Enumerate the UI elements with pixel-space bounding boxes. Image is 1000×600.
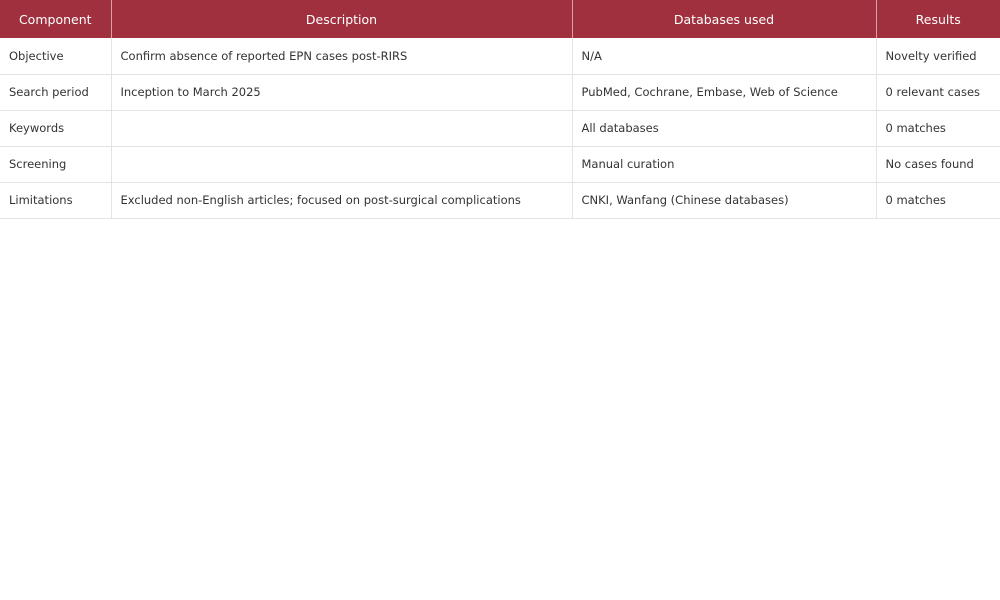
cell-databases: All databases	[572, 110, 876, 146]
search-strategy-table	[0, 0, 1000, 219]
cell-databases: N/A	[572, 38, 876, 74]
table-row	[0, 74, 1000, 110]
cell-databases: CNKI, Wanfang (Chinese databases)	[572, 182, 876, 218]
header-databases-used: Databases used	[572, 0, 876, 38]
cell-results: No cases found	[885, 157, 974, 171]
cell-description: Confirm absence of reported EPN cases post-RIRS	[111, 38, 572, 74]
table-row	[0, 110, 1000, 146]
cell-databases: PubMed, Cochrane, Embase, Web of Science	[572, 74, 876, 110]
header-row	[0, 0, 1000, 38]
header-description: Description	[111, 0, 572, 38]
cell-component: Search period	[0, 74, 111, 110]
cell-results: 0 relevant cases	[885, 85, 981, 99]
table-row	[0, 182, 1000, 218]
cell-results: 0 matches	[885, 193, 946, 207]
table-body	[0, 38, 1000, 218]
cell-component: Keywords	[0, 110, 111, 146]
header-results: Results	[915, 11, 961, 27]
cell-component: Objective	[0, 38, 111, 74]
cell-description: Inception to March 2025	[111, 74, 572, 110]
cell-description: Excluded non-English articles; focused on post-surgical complications	[111, 182, 572, 218]
cell-description	[111, 110, 572, 146]
cell-component: Limitations	[0, 182, 111, 218]
cell-databases: Manual curation	[572, 146, 876, 182]
header-component: Component	[0, 0, 111, 38]
table-row	[0, 38, 1000, 74]
cell-description	[111, 146, 572, 182]
cell-results: 0 matches	[885, 121, 946, 135]
table-row	[0, 146, 1000, 182]
cell-component: Screening	[0, 146, 111, 182]
table-header	[0, 0, 1000, 38]
cell-results: Novelty verified	[885, 48, 977, 63]
